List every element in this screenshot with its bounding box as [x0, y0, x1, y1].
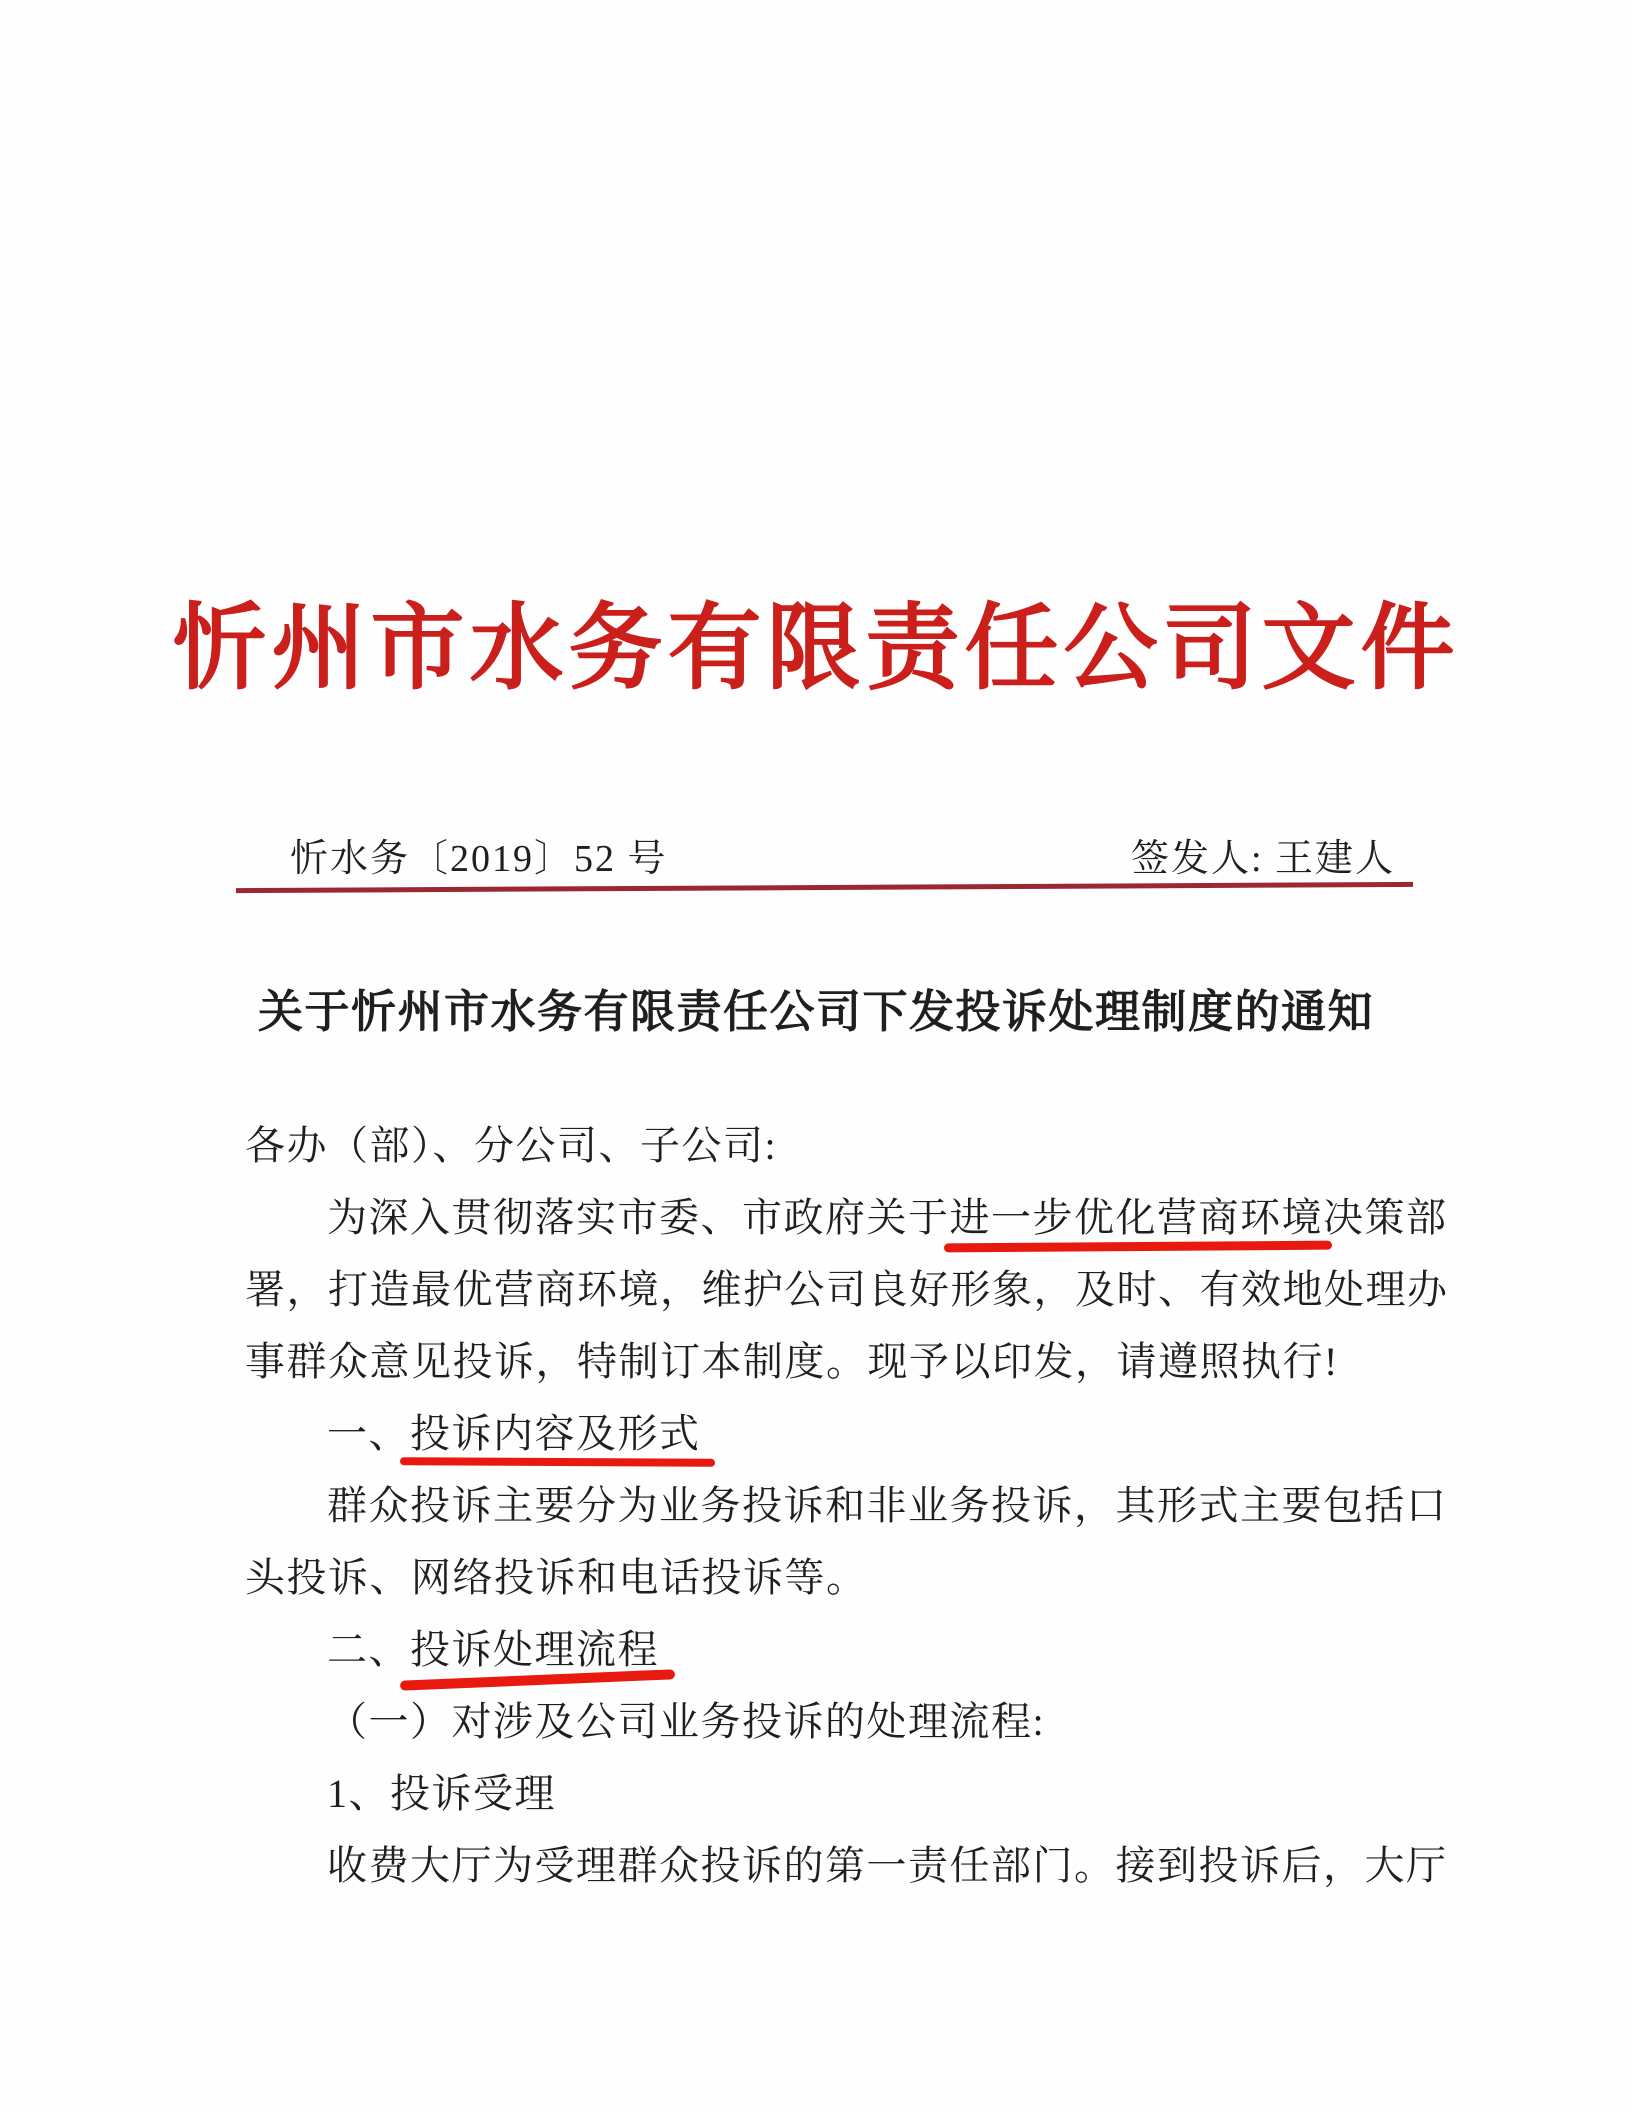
marker-highlight — [950, 1195, 1324, 1240]
paragraph-line: （一）对涉及公司业务投诉的处理流程: — [327, 1699, 1046, 1744]
section-heading-1 — [245, 1398, 1445, 1470]
paragraph-line: 事群众意见投诉，特制订本制度。现予以印发，请遵照执行! — [245, 1339, 1339, 1384]
document-number: 忻水务〔2019〕52 号 — [290, 838, 668, 880]
paragraph-line: 群众投诉主要分为业务投诉和非业务投诉，其形式主要包括口 — [327, 1483, 1448, 1528]
heading-number: 一、 — [327, 1411, 410, 1456]
document-body — [0, 1110, 1449, 1902]
letterhead — [0, 0, 1632, 699]
paragraph-line: 1、投诉受理 — [327, 1771, 556, 1816]
paragraph-line: 头投诉、网络投诉和电话投诉等。 — [245, 1555, 868, 1600]
paragraph-line: 收费大厅为受理群众投诉的第一责任部门。接到投诉后，大厅 — [327, 1843, 1448, 1888]
red-marker-underline — [943, 1241, 1331, 1253]
line-text: 进一步优化营商环境 — [949, 1195, 1323, 1240]
line-text: 决策部 — [1323, 1195, 1448, 1240]
marker-highlight — [410, 1627, 659, 1672]
paragraph-line: 署，打造最优营商环境，维护公司良好形象，及时、有效地处理办 — [245, 1267, 1449, 1312]
header-divider-line — [236, 882, 1413, 893]
document-title: 关于忻州市水务有限责任公司下发投诉处理制度的通知 — [257, 987, 1374, 1037]
issuer-info: 签发人: 王建人 — [1130, 838, 1395, 880]
paragraph-line — [245, 1182, 1448, 1254]
red-marker-underline — [400, 1457, 715, 1467]
letterhead-title: 忻州市水务有限责任公司文件 — [172, 597, 1460, 701]
salutation-line: 各办（部）、分公司、子公司: — [245, 1123, 778, 1168]
heading-number: 二、 — [327, 1627, 410, 1672]
docinfo-row — [236, 837, 1413, 881]
marker-highlight — [410, 1411, 701, 1456]
section-heading-2 — [245, 1614, 1445, 1686]
heading-text: 投诉内容及形式 — [410, 1411, 701, 1456]
heading-text: 投诉处理流程 — [410, 1627, 659, 1672]
line-text: 为深入贯彻落实市委、市政府关于 — [327, 1195, 950, 1240]
